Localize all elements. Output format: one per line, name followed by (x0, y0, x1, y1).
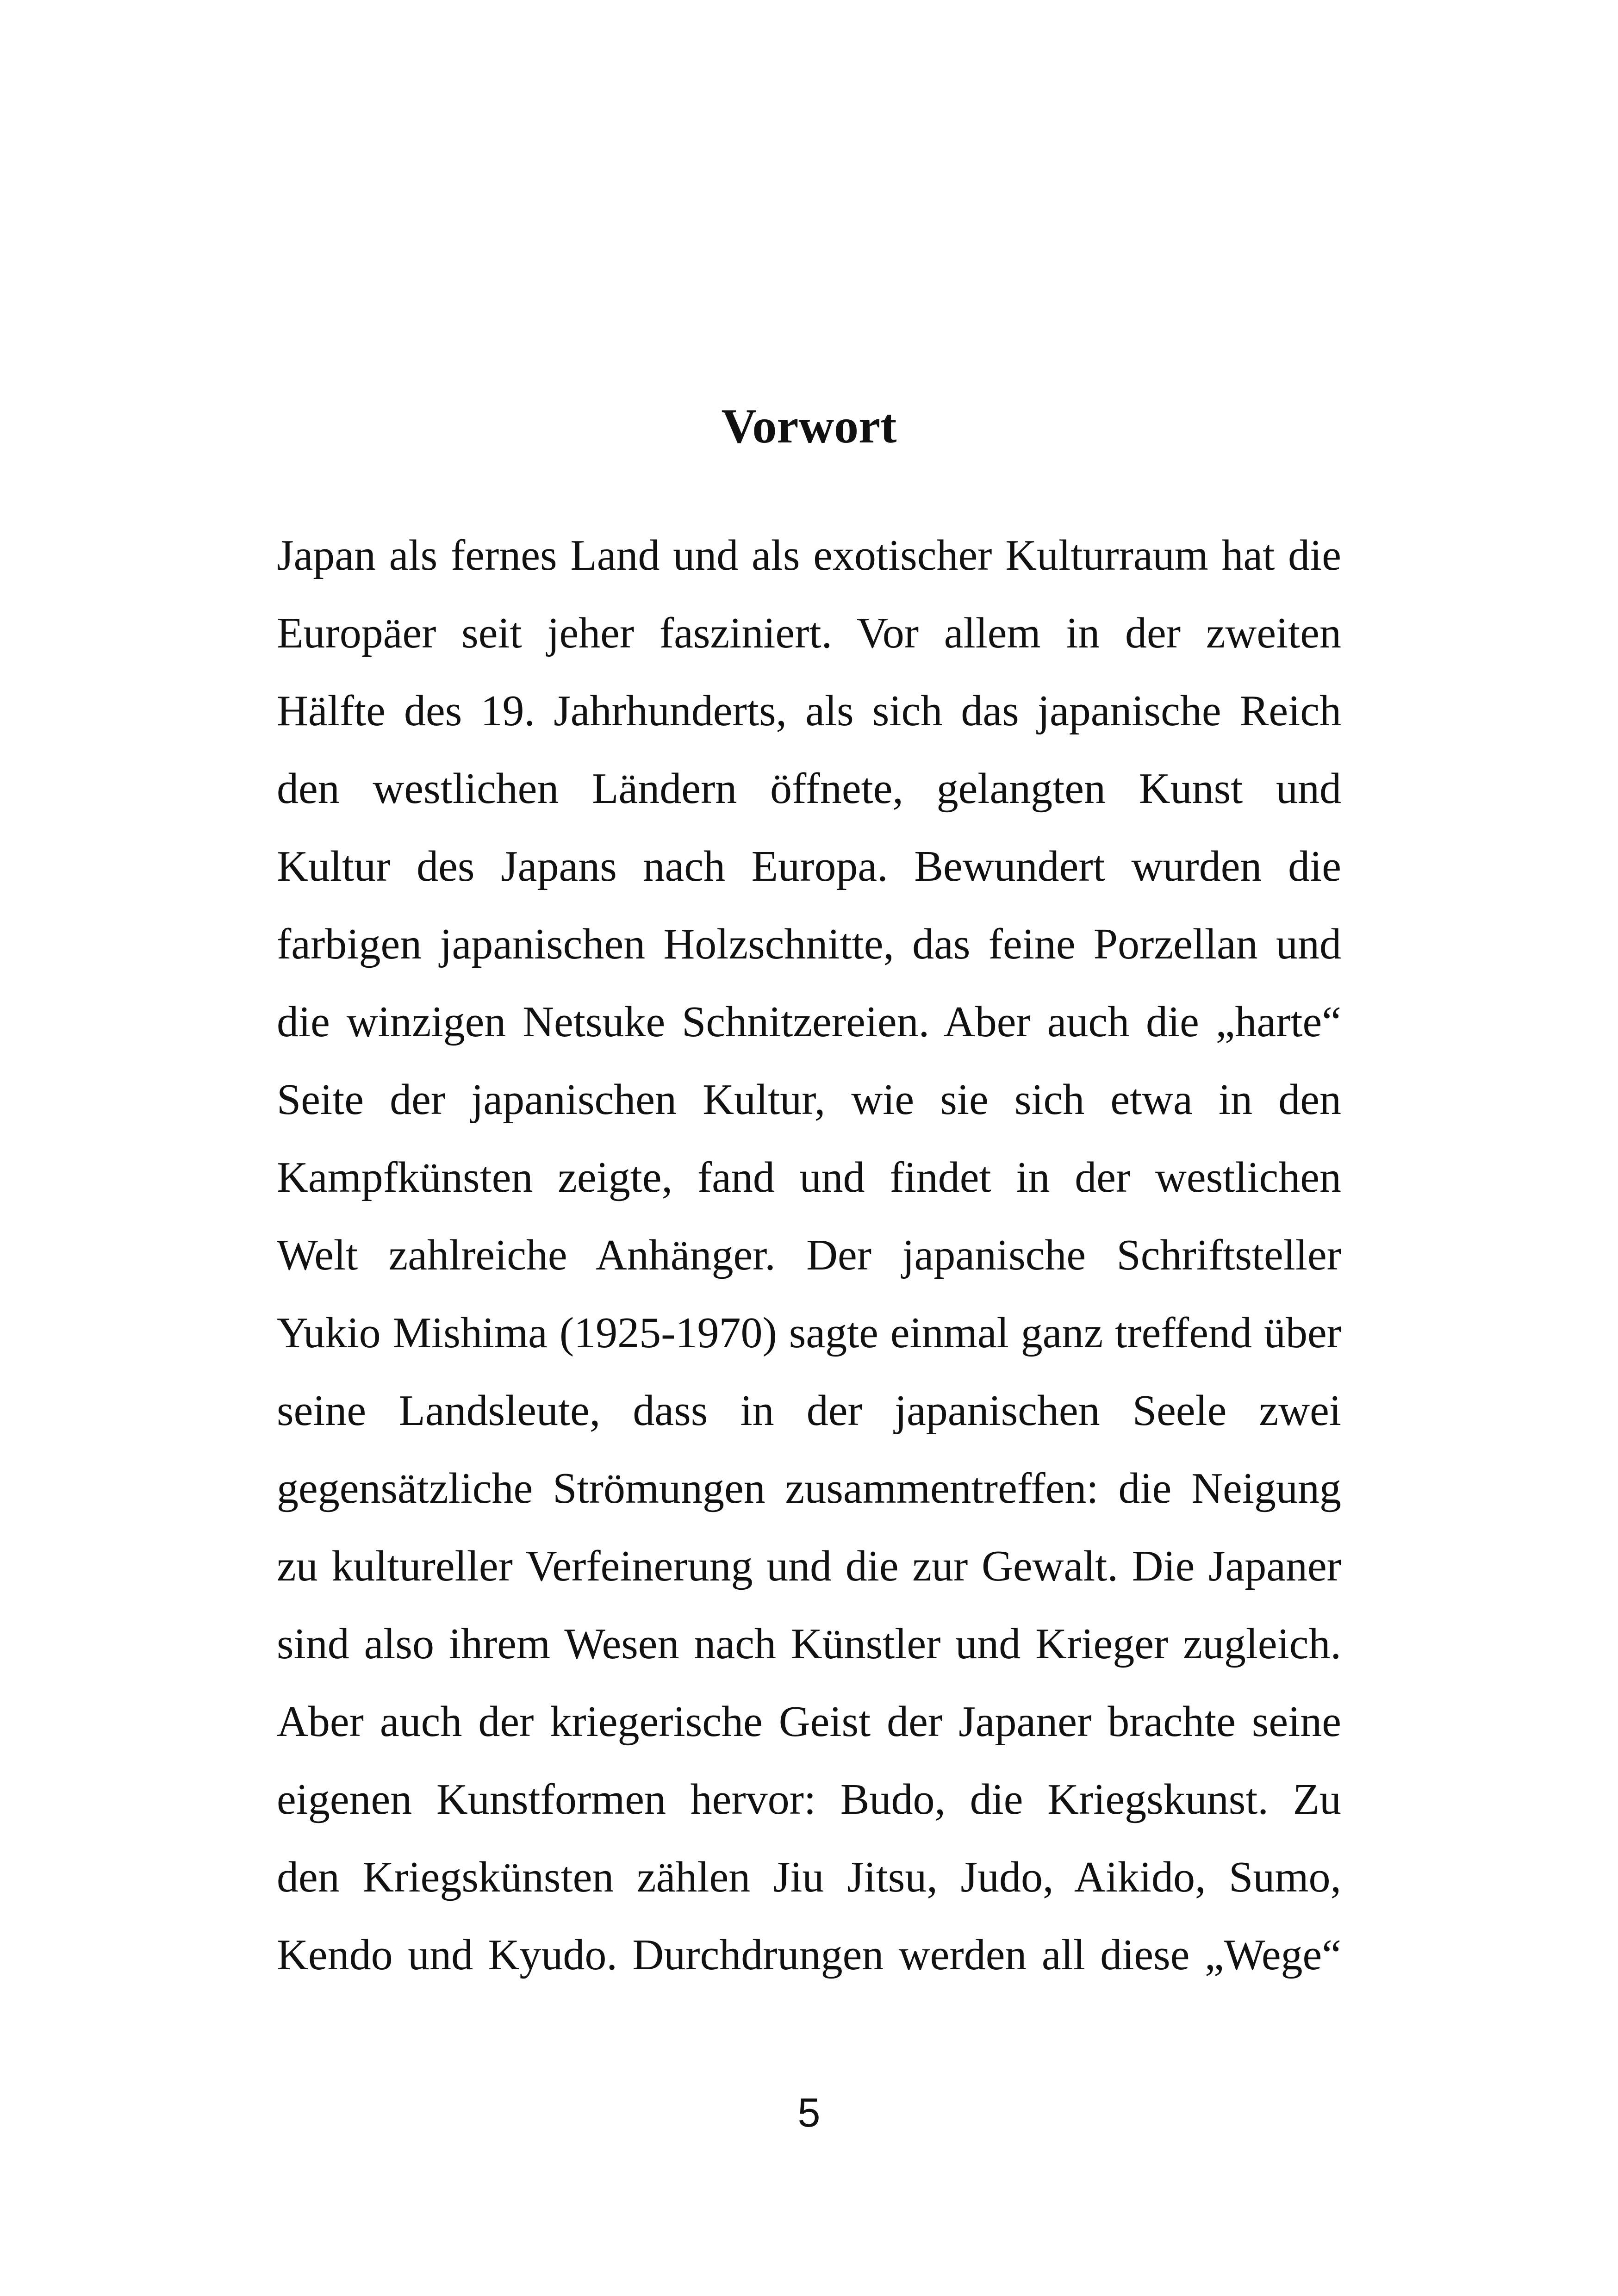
text-line: zu kultureller Verfeinerung und die zur Gewalt. Die Japaner (277, 1542, 1341, 1590)
text-line: die winzigen Netsuke Schnitzereien. Aber auch die „harte“ (277, 998, 1341, 1046)
text-line: Hälfte des 19. Jahrhunderts, als sich das japanische Reich (277, 687, 1341, 735)
body-text (277, 516, 1341, 1994)
text-line: Welt zahlreiche Anhänger. Der japanische Schriftsteller (277, 1231, 1341, 1279)
text-line: den westlichen Ländern öffnete, gelangten Kunst und (277, 765, 1341, 813)
text-line: seine Landsleute, dass in der japanischen Seele zwei (277, 1387, 1341, 1435)
page-number: 5 (797, 2090, 821, 2135)
text-line: sind also ihrem Wesen nach Künstler und Krieger zugleich. (277, 1620, 1341, 1668)
text-line: Europäer seit jeher fasziniert. Vor allem in der zweiten (277, 609, 1341, 657)
text-line: farbigen japanischen Holzschnitte, das feine Porzellan und (277, 920, 1341, 968)
text-line: Seite der japanischen Kultur, wie sie sich etwa in den (277, 1076, 1341, 1124)
text-line: gegensätzliche Strömungen zusammentreffen: die Neigung (277, 1464, 1341, 1512)
text-line: Japan als fernes Land und als exotischer Kulturraum hat die (277, 531, 1341, 579)
text-line: den Kriegskünsten zählen Jiu Jitsu, Judo, Aikido, Sumo, (277, 1853, 1341, 1901)
chapter-title: Vorwort (721, 399, 897, 453)
text-line: Kendo und Kyudo. Durchdrungen werden all diese „Wege“ (277, 1931, 1341, 1979)
text-line: Kampfkünsten zeigte, fand und findet in der westlichen (277, 1153, 1341, 1201)
text-line: Yukio Mishima (1925-1970) sagte einmal ganz treffend über (277, 1309, 1341, 1357)
text-line: Aber auch der kriegerische Geist der Japaner brachte seine (277, 1698, 1341, 1746)
text-line: eigenen Kunstformen hervor: Budo, die Kriegskunst. Zu (277, 1775, 1341, 1823)
text-line: Kultur des Japans nach Europa. Bewundert wurden die (277, 842, 1341, 890)
